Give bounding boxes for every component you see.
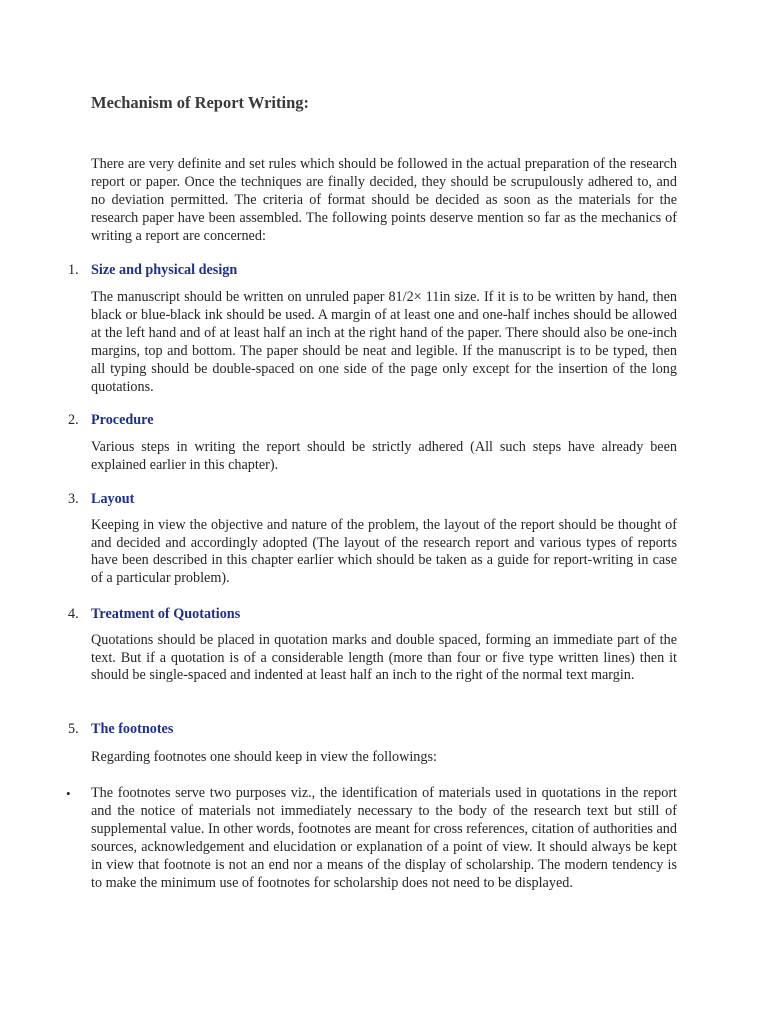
section-number: 2. [68, 412, 79, 428]
section-body-footnotes: Regarding footnotes one should keep in view the followings: [91, 749, 437, 765]
section-number: 4. [68, 606, 79, 622]
section-heading-label: Layout [91, 491, 135, 507]
section-number: 1. [68, 262, 79, 278]
section-body-quotations: Quotations should be placed in quotation marks and double spaced, forming an immediate part of the text. But if a quotation is of a considerable length (more than four or five type written lines) then it should be single-spaced and indented at least half an inch to the right of the normal text margin. [91, 632, 677, 684]
section-body-layout: Keeping in view the objective and nature of the problem, the layout of the report should be thought of and decided and accordingly adopted (The layout of the research report and various types of reports have been described in this chapter earlier which should be taken as a guide for report-writing in case of a particular problem). [91, 517, 677, 586]
document-title: Mechanism of Report Writing: [91, 93, 309, 112]
section-number: 3. [68, 491, 79, 507]
section-heading-label: The footnotes [91, 721, 174, 737]
section-body-size: The manuscript should be written on unruled paper 81/2× 11in size. If it is to be written by hand, then black or blue-black ink should be used. A margin of at least one and one-half inches should be allowed at the left hand and of at least half an inch at the right hand of the paper. There should also be one-inch margins, top and bottom. The paper should be neat and legible. If the manuscript is to be typed, then all typing should be double-spaced on one side of the page only except for the insertion of the long quotations. [91, 289, 677, 395]
bullet-paragraph: The footnotes serve two purposes viz., the identification of materials used in quotations in the report and the notice of materials not immediately necessary to the body of the research text but still of supplemental value. In other words, footnotes are meant for cross references, citation of authorities and sources, acknowledgement and elucidation or explanation of a point of view. It should always be kept in view that footnote is not an end nor a means of the display of scholarship. The modern tendency is to make the minimum use of footnotes for scholarship does not need to be displayed. [91, 785, 677, 891]
section-number: 5. [68, 721, 79, 737]
intro-paragraph: There are very definite and set rules which should be followed in the actual preparation of the research report or paper. Once the techniques are finally decided, they should be scrupulously adhered to, and no deviation permitted. The criteria of format should be decided as soon as the materials for the research paper have been assembled. The following points deserve mention so far as the mechanics of writing a report are concerned: [91, 156, 677, 244]
section-heading-label: Size and physical design [91, 262, 238, 278]
section-heading-procedure [68, 411, 154, 429]
section-heading-label: Procedure [91, 412, 154, 428]
section-heading-quotations [68, 605, 240, 623]
section-heading-footnotes [68, 720, 173, 738]
bullet-icon: • [66, 786, 71, 801]
section-heading-layout [68, 490, 134, 508]
section-body-procedure: Various steps in writing the report should be strictly adhered (All such steps have already been explained earlier in this chapter). [91, 439, 677, 473]
section-heading-size [68, 261, 237, 279]
section-heading-label: Treatment of Quotations [91, 606, 241, 622]
